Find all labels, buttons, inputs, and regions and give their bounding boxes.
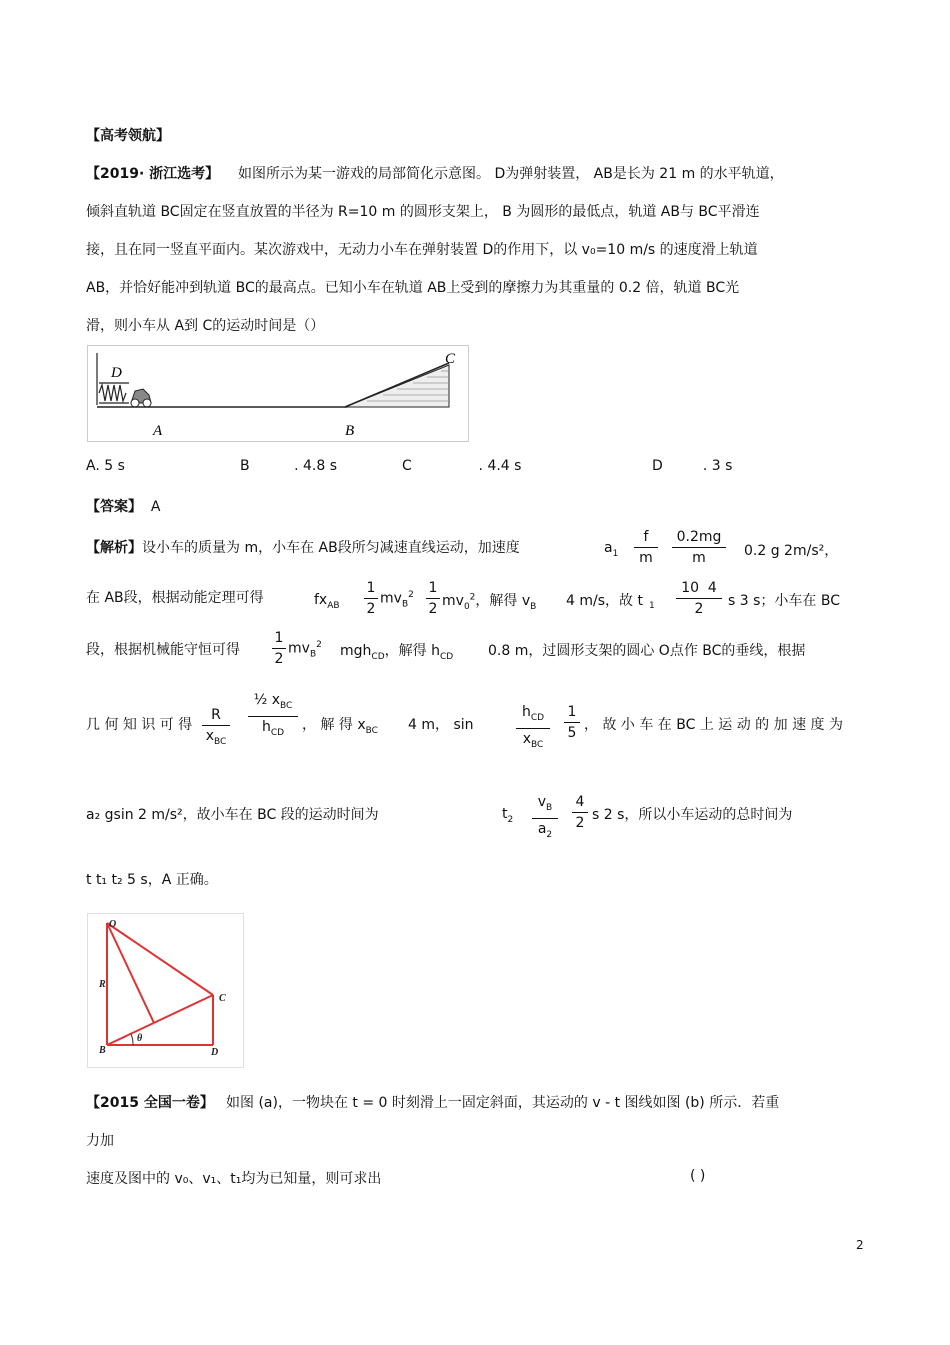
math: 0.2 g 2m/s²， bbox=[744, 543, 839, 559]
question-source: 【2019· 浙江选考】 bbox=[86, 166, 220, 182]
option-c: C . 4.4 s bbox=[402, 458, 522, 474]
math: 4 m/s，故 t bbox=[566, 593, 643, 609]
analysis-line: 段，根据机械能守恒可得 bbox=[86, 642, 240, 658]
analysis-line: t t₁ t₂ 5 s，A 正确。 bbox=[86, 872, 218, 888]
math-fraction: $\frac{1}{5}$ bbox=[564, 702, 580, 743]
svg-text:θ: θ bbox=[137, 1033, 143, 1044]
math-fraction: $\frac{0.2mg}{m}$ bbox=[672, 527, 726, 568]
svg-text:D: D bbox=[211, 1047, 219, 1058]
option-b: B . 4.8 s bbox=[240, 458, 338, 474]
math-fraction: $\frac{4}{2}$ bbox=[572, 792, 588, 833]
question-line: AB，并恰好能冲到轨道 BC的最高点。已知小车在轨道 AB上受到的摩擦力为其重量的 0.2 倍，轨道 BC光 bbox=[86, 280, 740, 296]
math: mgh$_{CD}$，解得 $h_{CD}$ bbox=[340, 643, 454, 662]
question-line: 如图 (a)，一物块在 t = 0 时刻滑上一固定斜面，其运动的 v - t 图线如图 (b) 所示．若重 bbox=[226, 1095, 780, 1111]
math: $mv_0^2$，解得 $v_B$ bbox=[442, 592, 537, 612]
math: $mv_B^2$ bbox=[380, 590, 414, 610]
math-fraction: $\frac{1}{2}$ bbox=[426, 578, 440, 619]
page-number: 2 bbox=[856, 1238, 864, 1252]
math: 0.8 m，过圆形支架的圆心 O点作 BC的垂线，根据 bbox=[488, 643, 806, 659]
section-title: 【高考领航】 bbox=[86, 128, 170, 144]
question-source: 【2015 全国一卷】 bbox=[86, 1095, 214, 1111]
math-fraction: $h_{CD}$ $x_{BC}$ bbox=[516, 702, 550, 755]
analysis-line: a₂ gsin 2 m/s²，故小车在 BC 段的运动时间为 bbox=[86, 807, 379, 823]
svg-text:O: O bbox=[109, 919, 117, 930]
math: $fx_{AB}$ bbox=[314, 592, 340, 611]
math: $mv_B^2$ bbox=[288, 640, 322, 660]
math-fraction: $\frac{f}{m}$ bbox=[634, 527, 658, 568]
math: s 2 s，所以小车运动的总时间为 bbox=[592, 807, 793, 823]
option-d: D . 3 s bbox=[652, 458, 733, 474]
svg-text:C: C bbox=[219, 993, 226, 1004]
label-d: D bbox=[111, 365, 122, 381]
geometry-figure bbox=[87, 913, 244, 1068]
question-line: 接，且在同一竖直平面内。某次游戏中，无动力小车在弹射装置 D的作用下，以 v₀=10 m/s 的速度滑上轨道 bbox=[86, 242, 758, 258]
math: ， 故 小 车 在 BC 上 运 动 的 加 速 度 为 bbox=[584, 717, 843, 733]
math: $t_2$ bbox=[502, 806, 514, 825]
analysis-line: 【解析】设小车的质量为 m，小车在 AB段所匀减速直线运动，加速度 bbox=[86, 540, 520, 556]
math-fraction: ½ $x_{BC}$ $h_{CD}$ bbox=[248, 690, 298, 743]
answer: 【答案】 A bbox=[86, 499, 161, 515]
math-fraction: $\frac{10 4}{2}$ bbox=[676, 578, 722, 619]
label-b: B bbox=[345, 423, 355, 439]
question-line: 倾斜直轨道 BC固定在竖直放置的半径为 R=10 m 的圆形支架上， B 为圆形的最低点，轨道 AB与 BC平滑连 bbox=[86, 204, 760, 220]
math: ， 解 得 $x_{BC}$ bbox=[302, 717, 378, 736]
label-c: C bbox=[445, 351, 456, 367]
svg-text:R: R bbox=[99, 979, 106, 990]
math-fraction: $\frac{1}{2}$ bbox=[364, 578, 378, 619]
track-figure bbox=[87, 345, 470, 443]
math: 1 bbox=[649, 600, 655, 611]
svg-text:B: B bbox=[99, 1045, 106, 1056]
math: 4 m， sin bbox=[408, 717, 474, 733]
option-a: A. 5 s bbox=[86, 458, 125, 474]
analysis-line: 在 AB段，根据动能定理可得 bbox=[86, 590, 264, 606]
question-line: 力加 bbox=[86, 1133, 114, 1149]
math: s 3 s；小车在 BC bbox=[728, 593, 840, 609]
math: $a_1$ bbox=[604, 540, 619, 559]
math-fraction: R $x_{BC}$ bbox=[202, 705, 230, 752]
analysis-line: 几 何 知 识 可 得 bbox=[86, 717, 193, 733]
math-fraction: $\frac{1}{2}$ bbox=[272, 628, 286, 669]
question-line: 速度及图中的 v₀、v₁、t₁均为已知量，则可求出 bbox=[86, 1171, 382, 1187]
label-a: A bbox=[153, 423, 163, 439]
math-fraction: $\frac{v_B}{a_2}$ bbox=[532, 792, 558, 845]
question-line: 如图所示为某一游戏的局部简化示意图。 D为弹射装置， AB是长为 21 m 的水平轨道， bbox=[238, 166, 784, 182]
answer-paren: ( ) bbox=[690, 1168, 706, 1184]
question-line: 滑，则小车从 A到 C的运动时间是（） bbox=[86, 318, 325, 334]
